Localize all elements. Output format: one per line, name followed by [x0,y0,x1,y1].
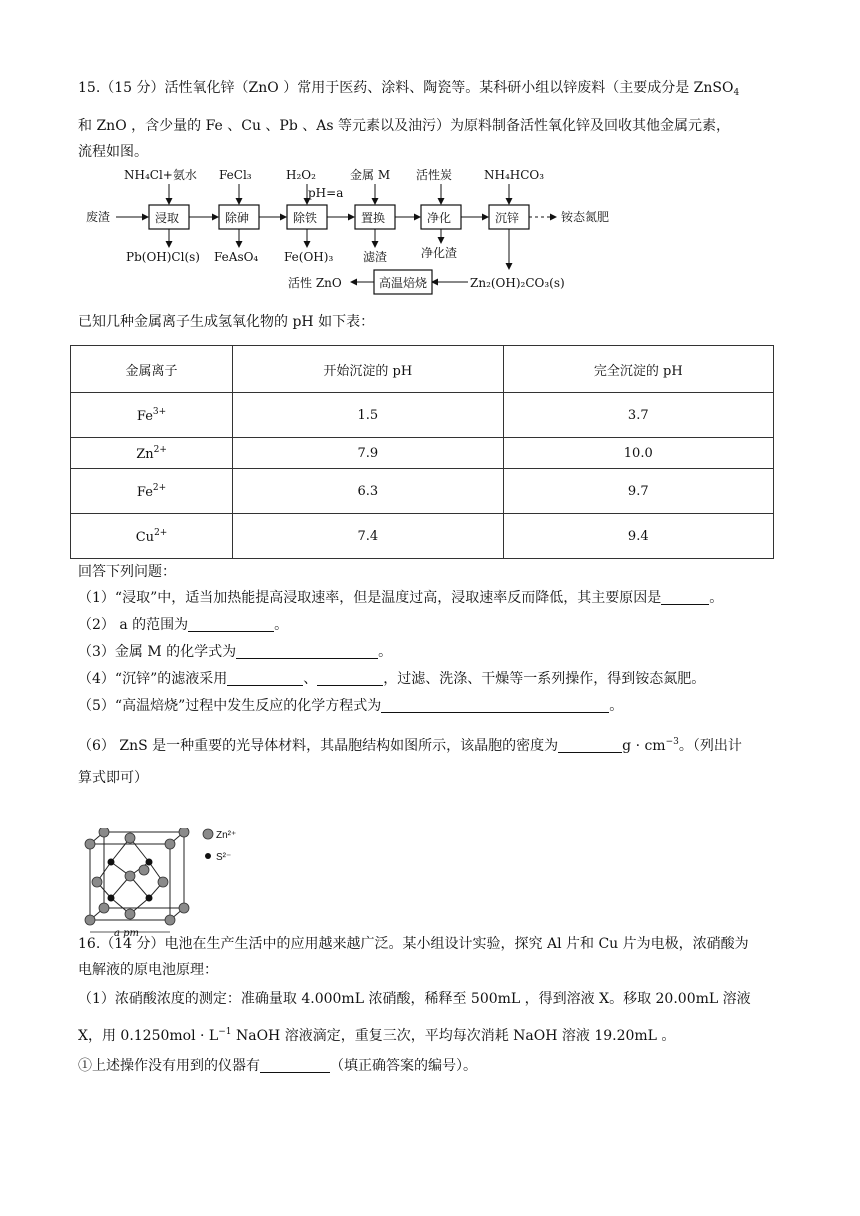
q16-stem-line2: 电解液的原电池原理： [78,962,218,978]
zns-unit-cell-diagram [78,828,278,940]
answer-blank-1[interactable] [661,590,709,605]
step-arsenic: 除砷 [225,211,250,225]
complete-ph-cell: 9.7 [503,469,773,514]
ion-cell: $Zn^{2+}$ [71,438,233,469]
reagent-carbon: 活性炭 [416,168,453,182]
question-3: （3）金属 M 的化学式为 。 [78,644,393,660]
table-row [71,514,774,559]
ion-cell: $Fe^{3+}$ [71,393,233,438]
q16-question-1-cont: X，用 $0.1250mol \cdot L^{-1}$ NaOH 溶液滴定，重复三次，平均每次消耗 NaOH 溶液 19.20mL 。 [78,1027,676,1044]
start-ph-cell: 7.4 [233,514,503,559]
question-2: （2） a 的范围为 。 [78,617,289,633]
step-iron: 除铁 [293,211,318,225]
ph-table [70,345,774,559]
q16-stem-line1: 16.（14 分）电池在生产生活中的应用越来越广泛。某小组设计实验，探究 Al 片和 Cu 片为电极，浓硝酸为 [78,936,749,952]
step-roast: 高温焙烧 [379,276,428,290]
complete-ph-cell: 9.4 [503,514,773,559]
byproduct-feoh3: Fe(OH)₃ [284,250,334,264]
flow-intermediate: Zn₂(OH)₂CO₃(s) [470,276,565,290]
byproduct-pboh: Pb(OH)Cl(s) [126,250,200,264]
col-start-ph: 开始沉淀的 pH [233,346,503,393]
byproduct-purify-residue: 净化渣 [421,246,458,260]
reagent-metal-m: 金属 M [350,168,391,182]
legend-zn: Zn²⁺ [216,830,237,841]
step-purify: 净化 [427,211,452,225]
reagent-nh4cl: NH₄Cl+氨水 [124,168,197,182]
q15-stem-text: 15.（15 分）活性氧化锌（ZnO ）常用于医药、涂料、陶瓷等。某科研小组以锌废料（主要成分是 ZnSO [78,80,734,96]
complete-ph-cell: 3.7 [503,393,773,438]
complete-ph-cell: 10.0 [503,438,773,469]
start-ph-cell: 7.9 [233,438,503,469]
answer-blank-3[interactable] [236,644,378,659]
question-5: （5）“高温焙烧”过程中发生反应的化学方程式为 。 [78,698,624,714]
flow-feed: 废渣 [86,210,111,224]
answer-blank-16-1[interactable] [260,1058,330,1073]
answer-blank-4b[interactable] [317,671,383,686]
ion-cell: $Fe^{2+}$ [71,469,233,514]
table-row [71,393,774,438]
start-ph-cell: 6.3 [233,469,503,514]
reagent-ph: pH=a [308,186,344,200]
step-replace: 置换 [361,211,386,225]
byproduct-feaso4: FeAsO₄ [214,250,259,264]
question-4: （4）“沉锌”的滤液采用 、 ，过滤、洗涤、干燥等一系列操作，得到铵态氮肥。 [78,671,706,687]
ion-cell: $Cu^{2+}$ [71,514,233,559]
table-row [71,438,774,469]
table-header-row [71,346,774,393]
question-1: （1）“浸取”中，适当加热能提高浸取速率，但是温度过高，浸取速率反而降低，其主要原因是 。 [78,590,724,606]
answer-blank-2[interactable] [188,617,274,632]
edge-label: a pm [114,928,140,939]
byproduct-residue: 滤渣 [363,250,388,264]
q16-subquestion-1: ①上述操作没有用到的仪器有 （填正确答案的编号）。 [78,1058,477,1074]
q15-subscript: 4 [733,88,740,98]
table-intro: 已知几种金属离子生成氢氧化物的 pH 如下表： [78,314,375,330]
table-row [71,469,774,514]
flow-fertilizer: 铵态氮肥 [561,210,610,224]
answer-blank-5[interactable] [381,698,609,713]
step-leach: 浸取 [155,211,180,225]
process-flowchart [86,165,666,295]
q15-stem-line3: 流程如图。 [78,144,148,160]
reagent-fecl3: FeCl₃ [219,168,252,182]
q15-stem-line2: 和 ZnO ，含少量的 Fe 、Cu 、Pb 、As 等元素以及油污）为原料制备活性氧化锌及回收其他金属元素， [78,118,731,134]
question-6-cont: 算式即可） [78,770,148,786]
question-6: （6） ZnS 是一种重要的光导体材料，其晶胞结构如图所示，该晶胞的密度为 $g \cdot cm^{-3}$。（列出计 [78,737,742,754]
step-zinc: 沉锌 [495,211,520,225]
col-complete-ph: 完全沉淀的 pH [503,346,773,393]
answer-blank-4a[interactable] [227,671,303,686]
reagent-h2o2: H₂O₂ [286,168,316,182]
col-ion: 金属离子 [71,346,233,393]
answer-intro: 回答下列问题： [78,564,176,580]
flow-product: 活性 ZnO [288,276,342,290]
start-ph-cell: 1.5 [233,393,503,438]
answer-blank-6[interactable] [558,738,622,753]
legend-s: S²⁻ [216,852,232,863]
q16-question-1: （1）浓硝酸浓度的测定：准确量取 4.000mL 浓硝酸，稀释至 500mL ，得到溶液 X。移取 20.00mL 溶液 [78,991,751,1007]
reagent-nh4hco3: NH₄HCO₃ [484,168,545,182]
q15-stem-line1 [78,78,739,103]
